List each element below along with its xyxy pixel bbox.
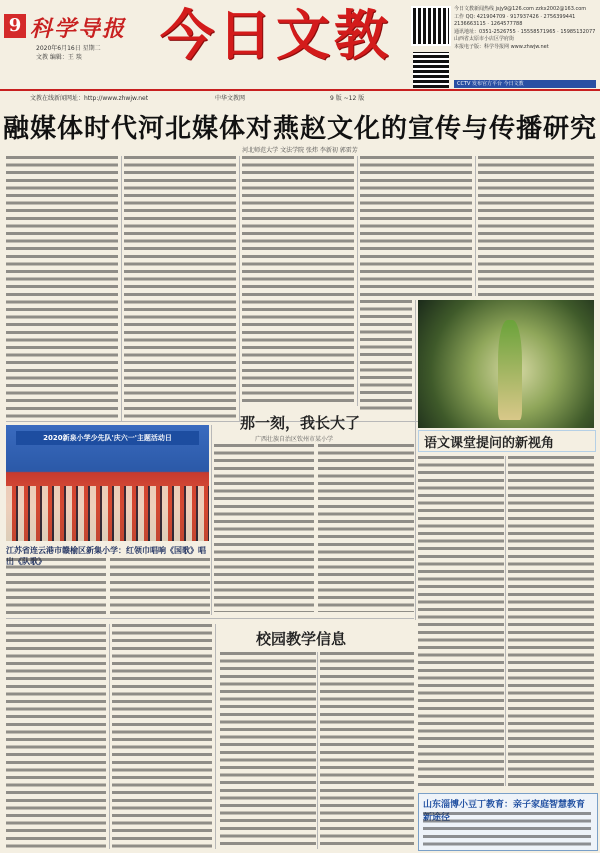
feature-title: 那一刻，我长大了 [240, 414, 361, 432]
article-byline: 河北师范大学 文法学院 张炜 李新初 郭雷芳 [242, 147, 358, 154]
photo-banner: 2020新泉小学少先队'庆六一'主题活动日 [16, 431, 199, 445]
caption-text [110, 558, 210, 616]
date-line [36, 44, 101, 62]
site-url[interactable]: 文教在线新闻网址：http://www.zhwjw.net [30, 95, 149, 102]
cctv-bar: CCTV 发布官方平台 今日文教 [454, 80, 596, 88]
news-brief-column [112, 624, 212, 849]
students-image [6, 486, 209, 541]
school-event-photo [6, 425, 209, 541]
section2-title: 语文课堂提问的新视角 [424, 436, 555, 451]
page-range: 9 版 ~12 版 [330, 95, 365, 102]
section-masthead-title: 今日文教 [160, 3, 392, 67]
plant-photo [418, 300, 594, 428]
contact-block [454, 6, 596, 51]
bottom-feature-title: 山东淄博小豆丁教育：亲子家庭智慧教育新途径 [423, 800, 586, 823]
contact-line: 山西省太原市小店区学府街 [454, 36, 515, 42]
section3-column [220, 652, 316, 849]
contact-line: 今日文教新闻热线 jsjy9@126.com zzkx2002@163.com [454, 6, 587, 12]
photo-caption: 江苏省连云港市赣榆区新集小学：红领巾唱响《国歌》唱出《队歌》 [6, 546, 206, 566]
section3-column [320, 652, 414, 849]
feature-subtitle: 广西壮族自治区钦州市某小学 [255, 436, 334, 443]
section2-column [418, 456, 504, 786]
feature-column [214, 444, 314, 612]
plant-image [498, 320, 522, 420]
article-column [242, 156, 354, 406]
site-name: 中华文教网 [215, 95, 246, 102]
page-number: 9 [4, 14, 26, 38]
news-brief-column [6, 624, 106, 849]
section3-title: 校园教学信息 [256, 630, 347, 648]
article-column [360, 300, 412, 410]
article-column [6, 156, 118, 421]
qr-code-icon-2 [413, 52, 449, 88]
feature-column [318, 444, 414, 612]
issue-date: 2020年6月16日 星期二 [36, 45, 101, 52]
editor-credit: 文教 编辑：王 琰 [36, 54, 82, 61]
contact-line: 本报电子版：科学导报网 www.zhwjw.net [454, 43, 549, 50]
contact-line: 工作 QQ: 421904709 · 917937426 · 2756399441 [454, 13, 576, 20]
article-column [360, 156, 472, 296]
bottom-feature-box [418, 793, 598, 851]
contact-line: 通讯地址：0351-2526755 · 15558571965 · 15985132077 [454, 28, 596, 35]
article-headline: 融媒体时代河北媒体对燕赵文化的宣传与传播研究 [2, 114, 597, 144]
contact-line: 2136663115 · 1264577788 [454, 21, 523, 27]
paper-name: 科学导报 [30, 16, 127, 42]
bottom-feature-text [423, 812, 591, 846]
article-column [478, 156, 594, 296]
masthead [0, 0, 600, 102]
article-column [124, 156, 236, 421]
section2-column [508, 456, 594, 786]
caption-text [6, 558, 106, 616]
site-bar [0, 89, 600, 101]
qr-code-icon [413, 8, 449, 44]
